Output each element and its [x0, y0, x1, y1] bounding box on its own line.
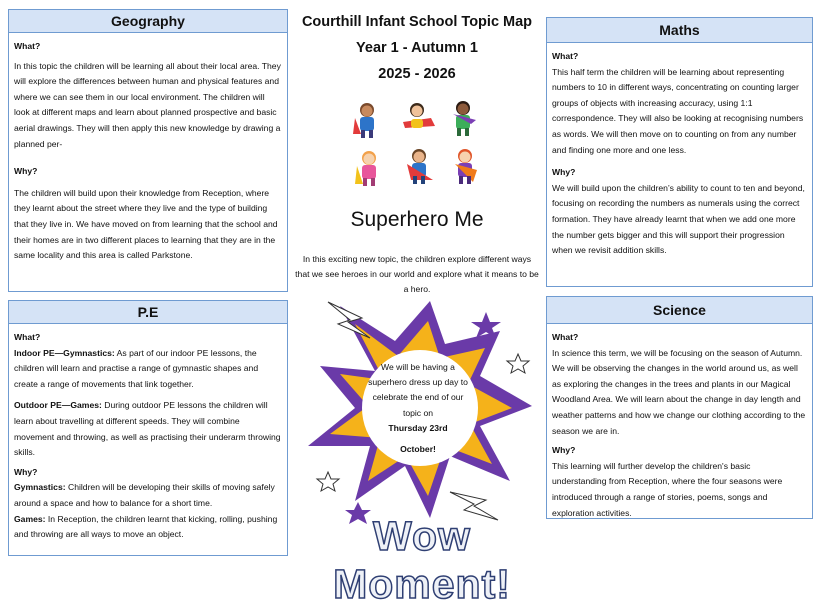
- dates-title: 2025 - 2026: [378, 66, 456, 82]
- pe-outdoor-text: During outdoor PE lessons the children will learn about travelling at different speeds. They will combine movement and throwing, as well as practising their underarm throwing skills.: [14, 400, 281, 458]
- pe-panel: [8, 300, 288, 556]
- pe-why-label: Why?: [14, 466, 38, 477]
- star-icon: [317, 472, 339, 491]
- maths-what-text: This half term the children will be learning about representing numbers to 10 in different ways, concentrating on counting larger groups of objects with increasing accuracy, using 1:1 correspondence. They will also be looking at recognising numbers as words. We will then move on to counting on from any number and finding one more and one less.: [552, 66, 804, 155]
- pe-what-label: What?: [14, 332, 41, 342]
- superhero-kid-icon: [455, 149, 477, 184]
- topic-title: Superhero Me: [350, 208, 484, 231]
- star-icon: [507, 354, 529, 373]
- school-title: Courthill Infant School Topic Map: [301, 14, 533, 30]
- burst-month: October!: [400, 444, 436, 455]
- maths-what-label: What?: [552, 51, 579, 61]
- geography-why-label: Why?: [14, 166, 38, 177]
- science-what-text: In science this term, we will be focusing on the season of Autumn. We will be observing the changes in the world around us, as well as exploring the changes in the trees and plants in our Magical Woodland Area. We will learn about the change in day length and weather patterns and how we change our clothing according to the season we are in.: [552, 347, 806, 436]
- pe-gym-label: Gymnastics:: [14, 482, 66, 493]
- burst-date: Thursday 23rd: [388, 422, 448, 433]
- science-panel: [546, 296, 813, 519]
- pe-indoor-label: Indoor PE—Gymnastics:: [14, 347, 115, 358]
- maths-why-label: Why?: [552, 167, 576, 178]
- superhero-kid-icon: [453, 101, 476, 136]
- science-title: Science: [547, 297, 812, 324]
- superhero-kid-icon: [355, 151, 376, 186]
- year-title: Year 1 - Autumn 1: [356, 40, 478, 56]
- maths-why-text: We will build upon the children’s ability to count to ten and beyond, focusing on recording the numbers as numerals using the correct formation. They have already learnt that when we add one more the number gets bigger and this will support their progression when we revisit addition skills.: [552, 182, 805, 256]
- geography-panel: [8, 9, 288, 292]
- maths-panel: [546, 17, 813, 287]
- topic-intro: In this exciting new topic, the children explore different ways that we see heroes in our world and explore what it means to be a hero.: [295, 254, 539, 294]
- science-why-label: Why?: [552, 445, 576, 456]
- pe-indoor-text: As part of our indoor PE lessons, the children will learn and practise a range of gymnastic shapes and create a range of movements that link together.: [14, 347, 259, 389]
- geography-title: Geography: [9, 10, 287, 33]
- geography-what-text: In this topic the children will be learning all about their local area. They will explore the differences between human and physical features and where we can see them in our local environment. The children will look at different maps and learn about planned prospective and basic aerial drawings. They will then apply this new knowledge by drawing a planned per-: [14, 60, 281, 149]
- science-what-label: What?: [552, 332, 579, 342]
- science-why-text: This learning will further develop the children's basic understanding from Reception, where the four seasons were introduced through a range of stories, poems, songs and exploration activities.: [552, 460, 783, 518]
- superhero-kid-icon: [403, 103, 435, 128]
- superhero-kid-icon: [407, 149, 433, 184]
- wow-moment-title: Wow Moment!: [333, 513, 511, 607]
- pe-games-label: Games:: [14, 513, 46, 524]
- burst-line: We will be having a superhero dress up day to celebrate the end of our topic on: [368, 362, 468, 418]
- pe-title: P.E: [9, 301, 287, 324]
- superhero-kids-illustration: [345, 96, 490, 196]
- pe-outdoor-label: Outdoor PE—Games:: [14, 400, 102, 411]
- pe-games-text: In Reception, the children learnt that kicking, rolling, pushing and throwing are all ways to move an object.: [14, 513, 278, 540]
- maths-title: Maths: [547, 18, 812, 43]
- burst-message: [368, 360, 468, 457]
- geography-why-text: The children will build upon their knowledge from Reception, where they learnt about the street where they live and the type of building that they live in. We have moved on from learning that the school and their homes are in two different places to learning that they are in the same locality and this area is called Parkstone.: [14, 187, 278, 261]
- superhero-kid-icon: [353, 103, 374, 138]
- pe-gym-text: Children will be developing their skills of moving safely around a space and how to balance for a short time.: [14, 482, 275, 508]
- geography-what-label: What?: [14, 41, 41, 51]
